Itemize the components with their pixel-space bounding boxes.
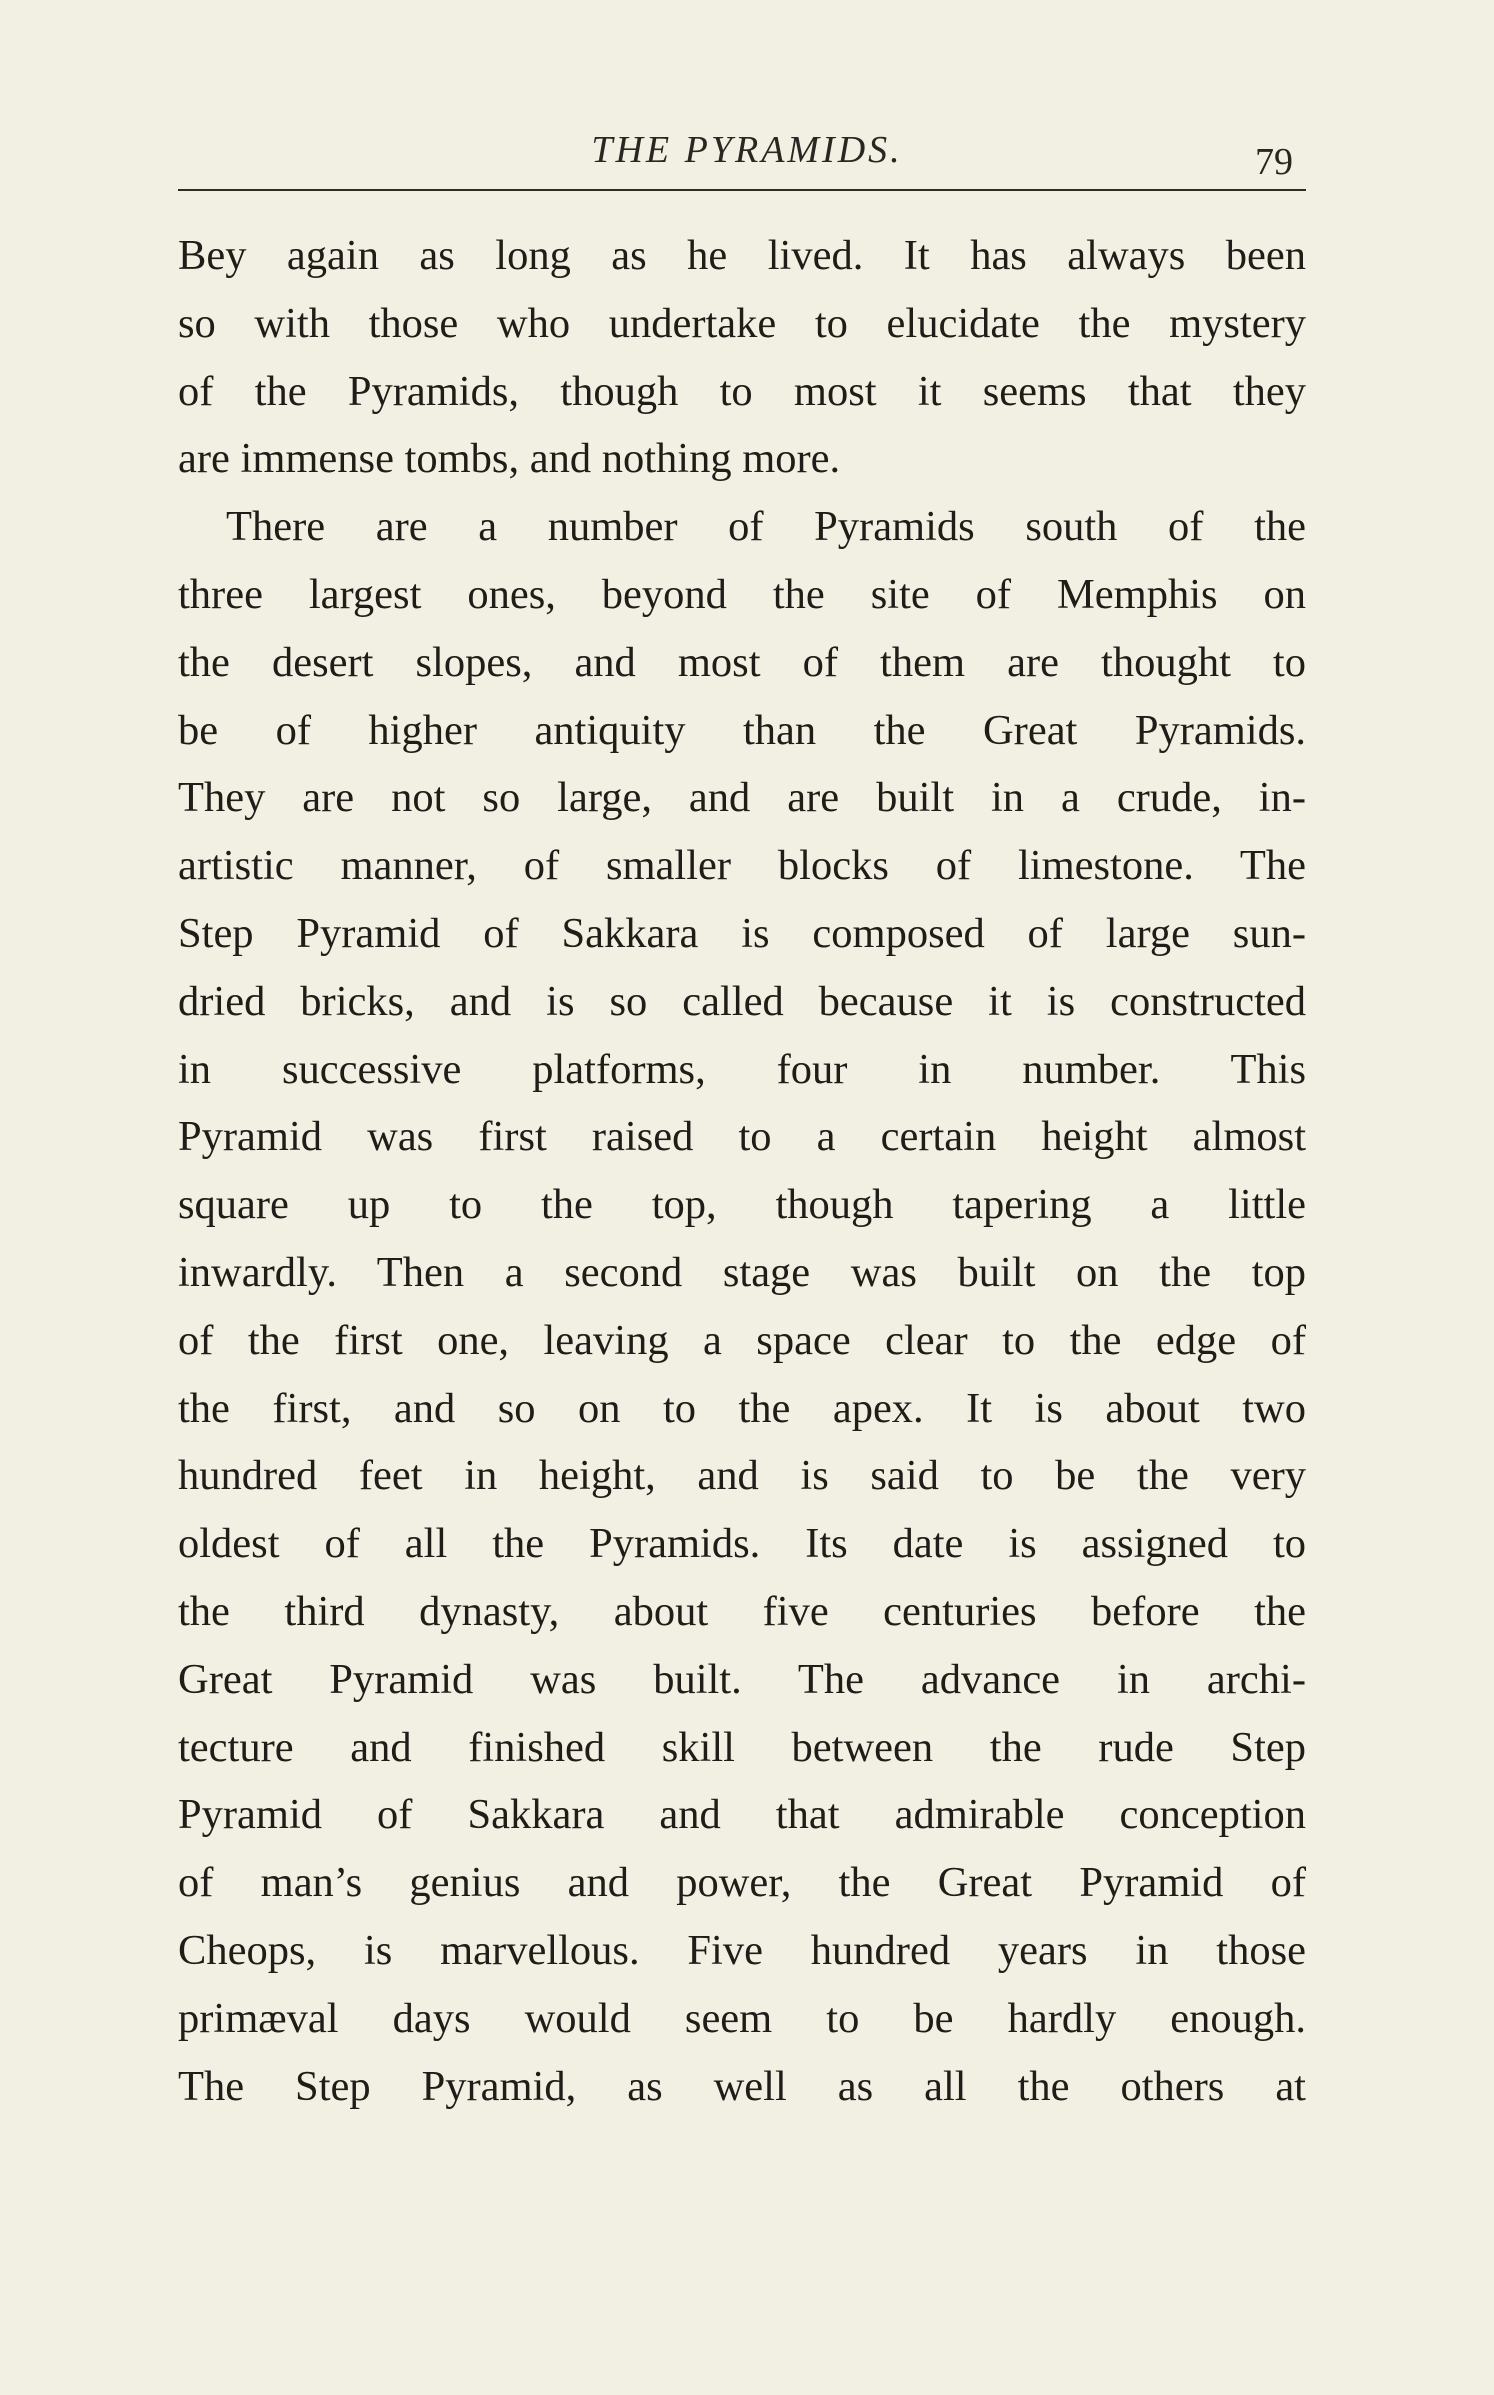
running-head: THE PYRAMIDS. <box>591 129 903 171</box>
text-line: square up to the top, though tapering a little <box>178 1181 1306 1229</box>
text-line: in successive platforms, four in number. This <box>178 1045 1306 1093</box>
text-line: Pyramid of Sakkara and that admirable conception <box>178 1791 1306 1839</box>
text-line: be of higher antiquity than the Great Pyramids. <box>178 706 1306 754</box>
text-line: the third dynasty, about five centuries before the <box>178 1587 1306 1635</box>
text-line: Bey again as long as he lived. It has always been <box>178 232 1306 279</box>
text-line: the desert slopes, and most of them are thought to <box>178 638 1306 686</box>
text-line: dried bricks, and is so called because it is constructed <box>178 977 1306 1025</box>
text-line: The Step Pyramid, as well as all the others at <box>178 2062 1306 2110</box>
text-line: tecture and finished skill between the rude Step <box>178 1723 1306 1771</box>
text-line: of the Pyramids, though to most it seems that they <box>178 367 1306 415</box>
text-line: They are not so large, and are built in a crude, in- <box>178 774 1306 822</box>
text-line: hundred feet in height, and is said to be the very <box>178 1452 1306 1500</box>
text-line: inwardly. Then a second stage was built on the top <box>178 1248 1306 1296</box>
text-line: the first, and so on to the apex. It is about two <box>178 1384 1306 1432</box>
text-line: three largest ones, beyond the site of Memphis on <box>178 570 1306 618</box>
text-line: of man’s genius and power, the Great Pyramid of <box>178 1859 1306 1907</box>
text-line: oldest of all the Pyramids. Its date is assigned to <box>178 1520 1306 1568</box>
text-line: of the first one, leaving a space clear to the edge of <box>178 1316 1306 1364</box>
text-line: Pyramid was first raised to a certain height almost <box>178 1113 1306 1161</box>
text-line: Great Pyramid was built. The advance in archi- <box>178 1655 1306 1703</box>
text-line: There are a number of Pyramids south of the <box>226 503 1306 551</box>
text-line: are immense tombs, and nothing more. <box>178 435 841 483</box>
text-line: primæval days would seem to be hardly enough. <box>178 1994 1306 2042</box>
body-text <box>178 222 1306 2120</box>
text-line: artistic manner, of smaller blocks of limestone. The <box>178 842 1306 890</box>
text-line: Step Pyramid of Sakkara is composed of large sun- <box>178 909 1306 957</box>
page-number: 79 <box>1255 141 1293 183</box>
text-line: Cheops, is marvellous. Five hundred years in those <box>178 1926 1306 1974</box>
header-rule <box>178 189 1306 191</box>
text-line: so with those who undertake to elucidate the mystery <box>178 299 1306 347</box>
